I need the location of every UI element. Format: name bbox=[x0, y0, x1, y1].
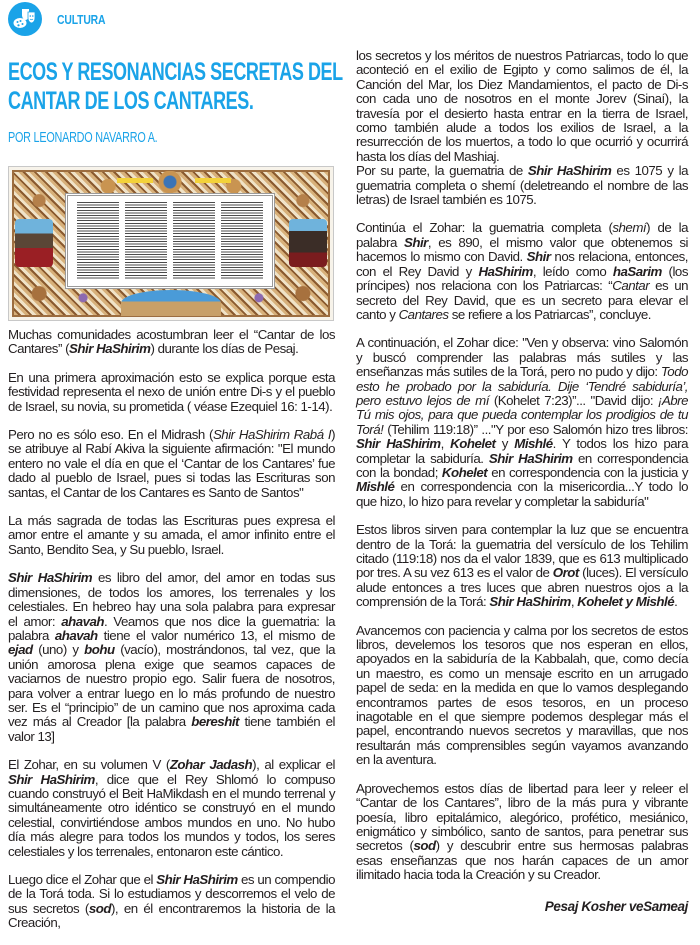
paragraph-text: ), en él encontraremos la historia de la Creación, bbox=[8, 900, 335, 931]
paragraph-text: se refiere a los Patriarcas”, concluye. bbox=[448, 306, 651, 322]
emphasis-term: Kohelet y Mishlé bbox=[577, 594, 675, 610]
emphasis-term: Shir HaShirim bbox=[156, 872, 238, 887]
article-image bbox=[8, 166, 334, 321]
paragraph-text: ) durante los días de Pesaj. bbox=[150, 341, 299, 357]
emphasis-term: ahavah bbox=[61, 613, 105, 629]
paragraph-text: ), al explicar el bbox=[252, 757, 335, 773]
emphasis-term: Shir bbox=[526, 249, 551, 265]
emphasis-term: Cantares bbox=[398, 306, 449, 322]
article-paragraph bbox=[8, 328, 335, 357]
article-byline: POR LEONARDO NAVARRO A. bbox=[8, 129, 158, 146]
paragraph-text: y bbox=[495, 436, 515, 452]
emphasis-term: Mishlé bbox=[356, 479, 395, 495]
theater-masks-palette-icon bbox=[8, 2, 42, 36]
emphasis-term: HaShirim bbox=[478, 263, 533, 279]
emphasis-term: sod bbox=[413, 838, 436, 854]
article-paragraph bbox=[356, 164, 688, 207]
paragraph-text: , es 890, el mismo valor que obtenemos si hacemos lo mismo con David. bbox=[356, 234, 688, 265]
article-paragraph bbox=[8, 571, 335, 744]
manuscript-text-panel bbox=[65, 193, 275, 289]
paragraph-text: en correspondencia con la misericordia...Y todo lo que hizo, lo hizo para revelar y completar la sabiduría" bbox=[356, 479, 688, 509]
article-paragraph bbox=[356, 523, 688, 609]
emphasis-term: Shir HaShirim Rabá I bbox=[212, 427, 332, 443]
emphasis-term: ejad bbox=[8, 642, 33, 658]
paragraph-text: Continúa el Zohar: la guematria completa ( bbox=[356, 220, 613, 236]
paragraph-text: , bbox=[440, 436, 451, 452]
article-paragraph bbox=[8, 371, 335, 414]
emphasis-term: Shir HaShirim bbox=[488, 450, 573, 466]
paragraph-text: (los príncipes) nos relaciona con los Patriarcas: “ bbox=[356, 263, 688, 294]
paragraph-text: Aprovechemos estos días de libertad para leer y releer el “Cantar de los Cantares”, libro de la más pura y vibrante poesía, libro epitalámico, alegórico, profético, mesiánico, enigmático y simbólico, santo de santos, para penetrar sus secretos ( bbox=[356, 780, 688, 854]
emphasis-term: Shir HaShirim bbox=[8, 771, 95, 787]
temple-landscape bbox=[121, 290, 221, 316]
hebrew-banner-left bbox=[117, 178, 153, 183]
paragraph-text: Avancemos con paciencia y calma por los secretos de estos libros, develemos los tesoros que nos esperan en ellos, apoyados en la sabiduría de la Kabbalah, que, como decía un maestro, es como un mensaje escrito en un arrugado papel de seda: en la medida en que lo vamos desplegando encontramos partes de esos tesoros, en un proceso inagotable en el que siempre podemos desplegar más el papel, encontrando nuevos secretos y maravillas, que nos resultarán más comprensibles según vayamos avanzando en la aventura. bbox=[356, 622, 688, 768]
manuscript-column bbox=[77, 202, 119, 280]
paragraph-text: ) de la palabra bbox=[356, 220, 688, 250]
paragraph-text: (Tehilim 119:18)” ..."Y por eso Salomón hizo tres libros: bbox=[383, 421, 688, 437]
paragraph-text: nos relaciona, entonces, con el Rey David y bbox=[356, 249, 688, 279]
emphasis-term: haSarim bbox=[612, 263, 662, 279]
right-column-body bbox=[356, 49, 688, 883]
article-paragraph bbox=[356, 624, 688, 768]
emphasis-term: Shir HaShirim bbox=[527, 163, 612, 179]
portrait-right bbox=[289, 219, 327, 267]
article-paragraph bbox=[356, 336, 688, 509]
emphasis-term: ahavah bbox=[54, 627, 98, 643]
portrait-left bbox=[15, 219, 53, 267]
emphasis-term: Orot bbox=[552, 565, 579, 581]
manuscript-column bbox=[221, 202, 263, 280]
paragraph-text: . Y todos los hizo para completar la sabiduría. bbox=[356, 436, 688, 466]
paragraph-text: (vacío), mostrándonos, tal vez, que la unión amorosa plena exige que seamos capaces de vaciarnos de nuestro propio ego. Salir fuera de nosotros, para volver a entrar luego en lo más profundo de nuestro ser. Es el “principio” de un camino que nos aproxima cada vez más al Creador [la palabra bbox=[8, 642, 336, 730]
emphasis-term: Shir HaShirim bbox=[489, 594, 571, 610]
paragraph-text: es 1075 y la guematria completa o shemí (deletreando el nombre de las letras) de Israel también es 1075. bbox=[356, 163, 688, 208]
paragraph-text: los secretos y los méritos de nuestros Patriarcas, todo lo que aconteció en el exilio de Egipto y como salimos de él, la Canción del Mar, los Diez Mandamientos, el pacto de Di-s con cada uno de nosotros en el monte Jorev (Sinaí), la travesía por el desierto hasta entrar en la tierra de Israel, como también alude a todos los exilios de Israel, a la resurrección de los muertos, a todo lo que ocurrió y ocurrirá hasta los días del Mashiaj. bbox=[356, 48, 688, 164]
paragraph-text: (uno) y bbox=[32, 642, 85, 658]
emphasis-term: Kohelet bbox=[450, 436, 496, 452]
emphasis-term: Cantar bbox=[612, 278, 650, 294]
manuscript-column bbox=[173, 202, 215, 280]
emphasis-term: Todo esto he probado por la sabiduría. Dije ‘Tendré sabiduría’, pero estuvo lejos de mí bbox=[356, 364, 688, 408]
paragraph-text: A continuación, el Zohar dice: "Ven y observa: vino Salomón y buscó comprender las palabras más sutiles y las enseñanzas más sutiles de la Torá, pero no pudo y dijo: bbox=[356, 335, 688, 380]
paragraph-text: . Veamos que nos dice la guematria: la palabra bbox=[8, 613, 335, 643]
emphasis-term: Shir HaShirim bbox=[69, 341, 151, 357]
paragraph-text: Estos libros sirven para contemplar la luz que se encuentra dentro de la Torá: la guematria del versículo de los Tehilim citado (119:18) nos da el valor 1839, que es 613 multiplicado por tres. A su vez 613 es el valor de bbox=[356, 522, 688, 581]
emphasis-term: Shir HaShirim bbox=[356, 436, 441, 452]
right-column bbox=[356, 49, 688, 914]
title-line-2: CANTAR DE LOS CANTARES. bbox=[8, 87, 254, 115]
article-paragraph bbox=[8, 428, 335, 500]
paragraph-text: En una primera aproximación esto se explica porque esta festividad representa el nexo de unión entre Di-s y el pueblo de Israel, su novia, su prometida ( véase Ezequiel 16: 1-14). bbox=[8, 369, 335, 414]
emphasis-term: bereshit bbox=[191, 714, 239, 730]
paragraph-text: es libro del amor, del amor en todas sus dimensiones, de todos los amores, los terrenales y los celestiales. En hebreo hay una sola palabra para expresar el amor: bbox=[8, 570, 335, 629]
emphasis-term: Kohelet bbox=[441, 464, 488, 480]
paragraph-text: , leído como bbox=[532, 263, 613, 279]
paragraph-text: Pero no es sólo eso. En el Midrash ( bbox=[8, 427, 213, 443]
paragraph-text: El Zohar, en su volumen V ( bbox=[8, 757, 170, 773]
paragraph-text: en correspondencia con la bondad; bbox=[356, 450, 688, 480]
section-label[interactable]: CULTURA bbox=[57, 11, 106, 27]
paragraph-text: . bbox=[674, 594, 678, 610]
paragraph-text: La más sagrada de todas las Escrituras pues expresa el amor entre el amante y su amada, el amor infinito entre el Santo, Bendito Sea, y Su pueblo, Israel. bbox=[8, 513, 335, 557]
emphasis-term: sod bbox=[88, 900, 111, 916]
paragraph-text: en correspondencia con la justicia y bbox=[487, 464, 688, 480]
article-signoff: Pesaj Kosher veSameaj bbox=[544, 898, 688, 914]
manuscript-column bbox=[125, 202, 167, 280]
left-column-body bbox=[8, 328, 335, 945]
title-line-1: ECOS Y RESONANCIAS SECRETAS DEL bbox=[8, 58, 343, 86]
paragraph-text: Luego dice el Zohar que el bbox=[8, 872, 157, 887]
article-paragraph bbox=[8, 758, 335, 859]
article-title bbox=[8, 58, 343, 116]
paragraph-text: , bbox=[570, 594, 578, 610]
paragraph-text: Muchas comunidades acostumbran leer el “Cantar de los Cantares” ( bbox=[8, 327, 335, 357]
section-header bbox=[8, 3, 117, 35]
paragraph-text: , dice que el Rey Shlomó lo compuso cuando construyó el Beit HaMikdash en el mundo terrenal y simultáneamente otro idéntico se construyó en el mundo celestial, convirtiéndose ambos mundos en uno. No hubo día más alegre para todos los mundos y todos, los seres celestiales y los terrenales, entonaron este cántico. bbox=[8, 771, 335, 859]
crest-emblem bbox=[157, 171, 183, 193]
paragraph-text: ) y descubrir entre sus hermosas palabras esas enseñanzas que nos harán capaces de un amor ilimitado hacia toda la Creación y su Creador. bbox=[356, 838, 688, 883]
article-paragraph bbox=[356, 782, 688, 883]
article-paragraph bbox=[8, 873, 335, 931]
article-paragraph bbox=[356, 221, 688, 322]
emphasis-term: Shir HaShirim bbox=[8, 570, 93, 586]
hebrew-banner-right bbox=[195, 178, 231, 183]
paragraph-text: (Kohelet 7:23)”... "David dijo: bbox=[488, 392, 658, 408]
emphasis-term: shemí bbox=[612, 220, 647, 236]
paragraph-text: es un secreto del Rey David, que es un secreto para elevar el canto y bbox=[356, 278, 688, 322]
paragraph-text: tiene también el valor 13] bbox=[8, 714, 335, 744]
emphasis-term: Shir bbox=[404, 234, 428, 250]
article-paragraph bbox=[8, 514, 335, 557]
paragraph-text: tiene el valor numérico 13, el mismo de bbox=[97, 627, 335, 643]
emphasis-term: Zohar Jadash bbox=[169, 757, 253, 773]
paragraph-text: es un compendio de la Torá toda. Si lo estudiamos y descorremos el velo de sus secretos ( bbox=[8, 872, 335, 916]
paragraph-text: (luces). El versículo alude entonces a tres luces que abren nuestros ojos a la comprensión de la Torá: bbox=[356, 565, 688, 610]
emphasis-term: Mishlé bbox=[514, 436, 553, 452]
paragraph-text: Por su parte, la guematria de bbox=[356, 163, 528, 179]
article-paragraph bbox=[356, 49, 688, 164]
emphasis-term: ¡Abre Tú mis ojos, para que pueda contemplar los prodigios de tu Torá! bbox=[356, 392, 688, 437]
emphasis-term: bohu bbox=[84, 642, 115, 658]
paragraph-text: ) se atribuye al Rabí Akiva la siguiente afirmación: "El mundo entero no vale el día en que el ‘Cantar de los Cantares’ fue dado al pueblo de Israel, pues si todas las Escrituras son santas, el Cantar de los Cantares es Santo de Santos" bbox=[8, 427, 335, 500]
